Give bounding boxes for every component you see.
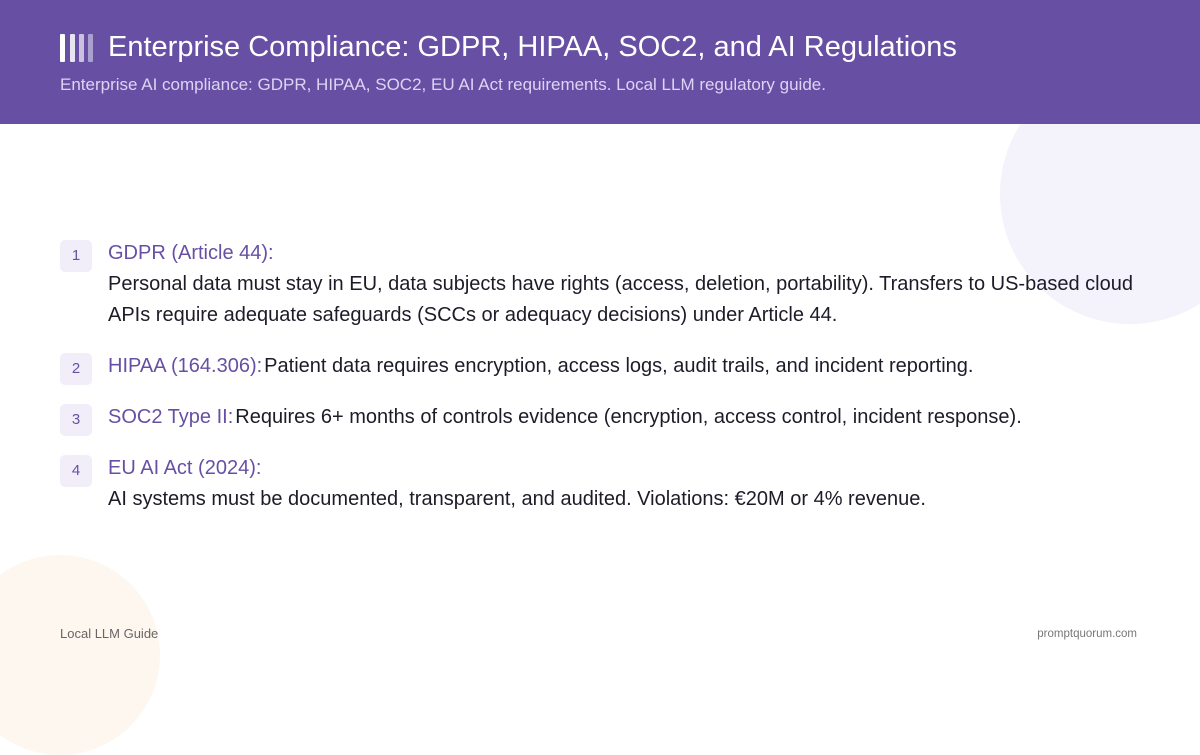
footer-site-link[interactable]: promptquorum.com — [1037, 628, 1137, 640]
list-item-eu-ai-act — [60, 453, 1160, 515]
item-number-badge: 1 — [60, 240, 92, 272]
item-label: GDPR (Article 44): — [108, 242, 274, 264]
item-number-badge: 4 — [60, 455, 92, 487]
list-item-hipaa — [60, 351, 1160, 382]
item-content — [108, 402, 1160, 433]
header-banner — [0, 0, 1200, 124]
item-content — [108, 351, 1160, 382]
list-item-soc2 — [60, 402, 1160, 433]
page-title: Enterprise Compliance: GDPR, HIPAA, SOC2, and AI Regulations — [108, 31, 957, 63]
item-label: SOC2 Type II: — [108, 406, 234, 428]
item-content — [108, 453, 1160, 515]
item-text: Patient data requires encryption, access logs, audit trails, and incident reporting. — [264, 355, 974, 377]
item-number-badge: 3 — [60, 404, 92, 436]
page-subtitle: Enterprise AI compliance: GDPR, HIPAA, SOC2, EU AI Act requirements. Local LLM regulatory guide. — [60, 75, 826, 94]
item-number-badge: 2 — [60, 353, 92, 385]
item-text: Personal data must stay in EU, data subjects have rights (access, deletion, portability). Transfers to US-based cloud APIs require adequate safeguards (SCCs or adequacy decisions) under Article 44. — [108, 273, 1133, 326]
item-text: AI systems must be documented, transparent, and audited. Violations: €20M or 4% revenue. — [108, 488, 926, 510]
item-label: EU AI Act (2024): — [108, 457, 262, 479]
compliance-list — [60, 238, 1160, 535]
item-text: Requires 6+ months of controls evidence (encryption, access control, incident response). — [235, 406, 1022, 428]
item-label: HIPAA (164.306): — [108, 355, 263, 377]
decorative-circle-left — [0, 555, 160, 755]
footer-guide-name: Local LLM Guide — [60, 626, 159, 641]
vertical-bars-icon — [60, 34, 94, 62]
list-item-gdpr — [60, 238, 1160, 331]
item-content — [108, 238, 1160, 331]
